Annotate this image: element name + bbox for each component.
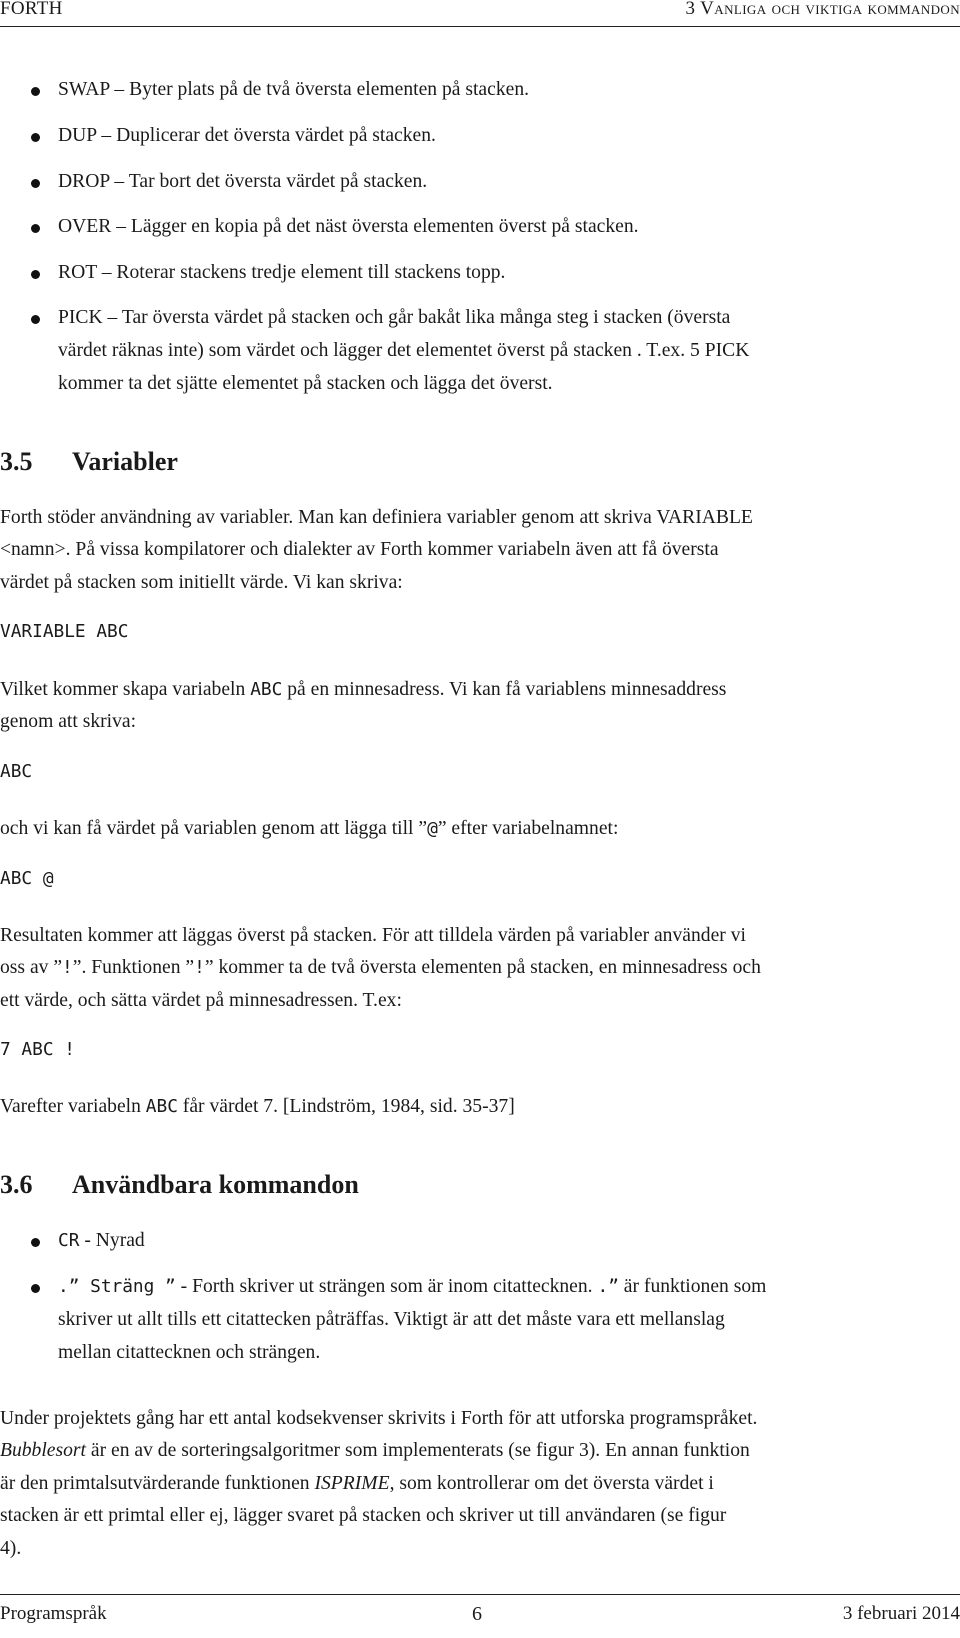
paragraph-line: 4). bbox=[0, 1538, 22, 1559]
running-header bbox=[0, 0, 960, 24]
code-block: VARIABLE ABC bbox=[0, 621, 129, 642]
section-number: 3.6 bbox=[0, 1170, 33, 1199]
text-run: på en minnesadress. Vi kan få variablens minnesaddress bbox=[282, 679, 727, 700]
text-run: är den primtalsutvärderande funktionen bbox=[0, 1473, 315, 1494]
italic-term: Bubblesort bbox=[0, 1440, 86, 1461]
italic-term: ISPRIME bbox=[314, 1473, 390, 1494]
paragraph-line bbox=[0, 952, 960, 984]
text-run: är funktionen som bbox=[618, 1276, 767, 1297]
footer-left: Programspråk bbox=[0, 1603, 107, 1624]
text-run: - Nyrad bbox=[79, 1230, 145, 1251]
section-heading bbox=[0, 447, 178, 477]
paragraph-line bbox=[0, 1468, 960, 1500]
list-item-text: OVER – Lägger en kopia på det näst översta elementen överst på stacken. bbox=[58, 216, 639, 237]
code-block: 7 ABC ! bbox=[0, 1039, 75, 1060]
text-run: och vi kan få värdet på variablen genom att lägga till ” bbox=[0, 818, 428, 839]
list-item-text: värdet räknas inte) som värdet och lägger det elementet överst på stacken . T.ex. 5 PICK bbox=[58, 340, 750, 361]
inline-code: CR bbox=[58, 1230, 80, 1251]
text-run: ” efter variabelnamnet: bbox=[437, 818, 619, 839]
bullet bbox=[31, 133, 40, 142]
text-run: - Forth skriver ut strängen som är inom citattecknen. bbox=[175, 1276, 598, 1297]
header-rule bbox=[0, 26, 960, 27]
list-item-text: kommer ta det sjätte elementet på stacken och lägga det överst. bbox=[58, 373, 553, 394]
inline-code: ABC bbox=[250, 679, 283, 700]
list-item-text: DUP – Duplicerar det översta värdet på stacken. bbox=[58, 125, 436, 146]
list-item-text: ROT – Roterar stackens tredje element till stackens topp. bbox=[58, 262, 506, 283]
text-run: oss av ” bbox=[0, 957, 63, 978]
text-run: Vilket kommer skapa variabeln bbox=[0, 679, 251, 700]
paragraph-line: Resultaten kommer att läggas överst på stacken. För att tilldela värden på variabler använder vi bbox=[0, 925, 746, 946]
text-run: Varefter variabeln bbox=[0, 1096, 146, 1117]
header-left: FORTH bbox=[0, 0, 63, 19]
paragraph-line bbox=[0, 813, 960, 845]
section-title: Användbara kommandon bbox=[72, 1170, 359, 1199]
bullet bbox=[31, 179, 40, 188]
list-item-text bbox=[58, 1224, 960, 1257]
paragraph-line: <namn>. På vissa kompilatorer och dialekter av Forth kommer variabeln även att få översta bbox=[0, 539, 719, 560]
paragraph-line bbox=[0, 1091, 960, 1123]
text-run: får värdet 7. [Lindström, 1984, sid. 35-37] bbox=[177, 1096, 515, 1117]
paragraph-line: Under projektets gång har ett antal kodsekvenser skrivits i Forth för att utforska programspråket. bbox=[0, 1408, 758, 1429]
list-item-text: PICK – Tar översta värdet på stacken och går bakåt lika många steg i stacken (översta bbox=[58, 307, 731, 328]
bullet bbox=[31, 224, 40, 233]
footer-date: 3 februari 2014 bbox=[842, 1603, 960, 1624]
bullet bbox=[31, 315, 40, 324]
paragraph-line bbox=[0, 674, 960, 706]
bullet bbox=[31, 1284, 40, 1293]
inline-code: ! bbox=[194, 957, 205, 978]
inline-code: .” bbox=[597, 1276, 619, 1297]
paragraph-line: stacken är ett primtal eller ej, lägger svaret på stacken och skriver ut till användaren (se figur bbox=[0, 1505, 727, 1526]
paragraph-line: värdet på stacken som initiellt värde. Vi kan skriva: bbox=[0, 572, 403, 593]
section-number: 3.5 bbox=[0, 447, 33, 476]
section-heading bbox=[0, 1170, 359, 1200]
text-run: är en av de sorteringsalgoritmer som implementerats (se figur 3). En annan funktion bbox=[86, 1440, 750, 1461]
bullet bbox=[31, 270, 40, 279]
text-run: ”. Funktionen ” bbox=[72, 957, 195, 978]
paragraph-line: Forth stöder användning av variabler. Man kan definiera variabler genom att skriva VARIABLE bbox=[0, 507, 753, 528]
footer-rule bbox=[0, 1594, 960, 1595]
list-item-text: mellan citattecknen och strängen. bbox=[58, 1342, 321, 1363]
inline-code: .” Sträng ” bbox=[58, 1276, 176, 1297]
list-item-text: DROP – Tar bort det översta värdet på stacken. bbox=[58, 171, 428, 192]
header-right: 3 Vanliga och viktiga kommandon bbox=[685, 0, 960, 19]
bullet bbox=[31, 87, 40, 96]
paragraph-line: ett värde, och sätta värdet på minnesadressen. T.ex: bbox=[0, 990, 402, 1011]
text-run: , som kontrollerar om det översta värdet i bbox=[389, 1473, 714, 1494]
inline-code: ! bbox=[62, 957, 73, 978]
code-block: ABC bbox=[0, 761, 33, 782]
inline-code: ABC bbox=[145, 1096, 178, 1117]
paragraph-line: genom att skriva: bbox=[0, 711, 137, 732]
code-block: ABC @ bbox=[0, 868, 54, 889]
list-item-text: skriver ut allt tills ett citattecken påträffas. Viktigt är att det måste vara ett mellanslag bbox=[58, 1309, 725, 1330]
bullet bbox=[31, 1238, 40, 1247]
text-run: ” kommer ta de två översta elementen på stacken, en minnesadress och bbox=[204, 957, 761, 978]
inline-code: @ bbox=[427, 818, 438, 839]
list-item-text: SWAP – Byter plats på de två översta elementen på stacken. bbox=[58, 79, 530, 100]
page-number: 6 bbox=[472, 1603, 482, 1625]
list-item-text bbox=[58, 1270, 960, 1303]
paragraph-line bbox=[0, 1435, 960, 1467]
section-title: Variabler bbox=[72, 447, 178, 476]
